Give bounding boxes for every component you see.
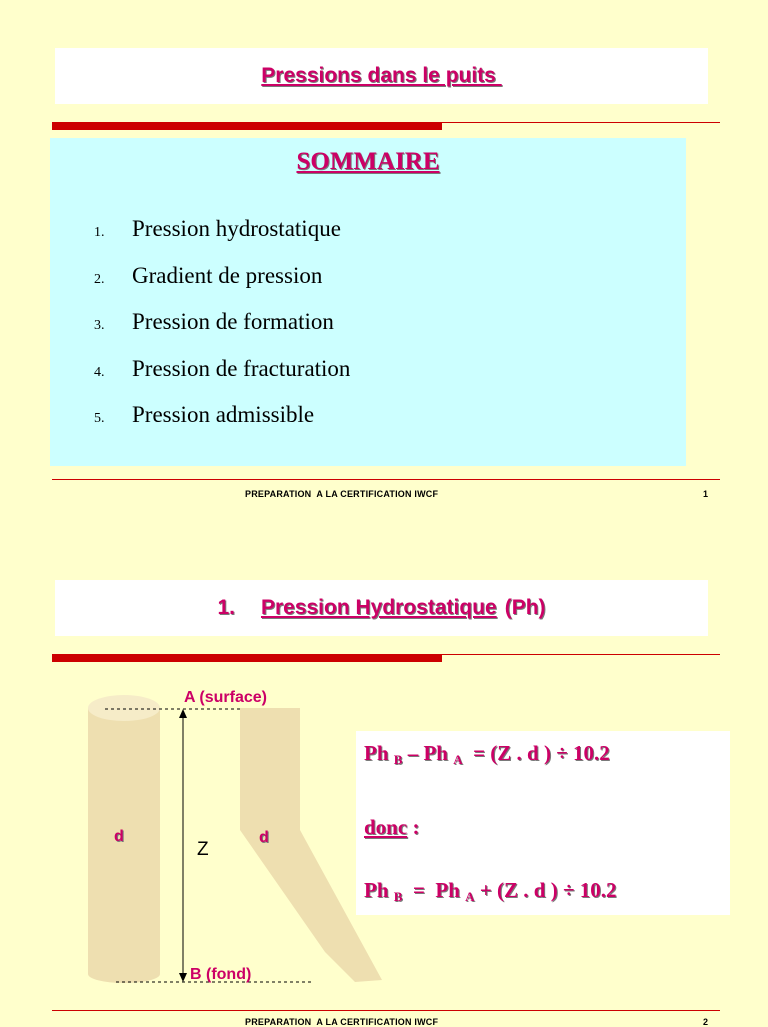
list-item [94, 356, 350, 403]
list-item-label: Gradient de pression [132, 262, 323, 288]
formula-term: = Ph [402, 878, 466, 902]
formula-term: Ph [364, 741, 394, 765]
slide-title-box [55, 48, 708, 104]
summary-title: SOMMAIRE [296, 148, 440, 175]
slide-1 [0, 0, 768, 512]
depth-arrow-head-top [179, 709, 187, 718]
vertical-well-body [88, 708, 160, 974]
formula-term: – Ph [402, 741, 454, 765]
list-item-label: Pression hydrostatique [132, 216, 341, 241]
page-number: 1 [703, 489, 709, 499]
formula-term: + (Z . d ) ÷ 10.2 [474, 878, 617, 902]
depth-label: Z [197, 839, 209, 860]
footer-text: PREPARATION A LA CERTIFICATION IWCF [245, 1017, 439, 1027]
list-item-number: 3. [94, 318, 105, 333]
list-item [94, 216, 350, 263]
list-item-number: 4. [94, 364, 105, 380]
slide-title: Pression Hydrostatique [260, 596, 497, 619]
summary-box [50, 138, 686, 466]
list-item-number: 1. [94, 225, 105, 240]
density-label-left: d [114, 828, 124, 845]
bottom-label: B (fond) [190, 966, 252, 983]
vertical-well-top [88, 695, 160, 721]
formula-line-1 [364, 741, 610, 768]
formula-box [356, 731, 730, 915]
slide-title-number: 1. [217, 596, 235, 619]
title-underline-bar [52, 122, 442, 130]
density-label-right: d [259, 829, 269, 846]
list-item-label: Pression de fracturation [132, 355, 351, 381]
slide-2 [0, 512, 768, 1027]
vertical-well-bottom [88, 965, 160, 983]
formula-donc [364, 815, 419, 840]
slide-title: Pressions dans le puits [261, 64, 502, 87]
formula-subscript: A [465, 889, 475, 904]
formula-line-3 [364, 878, 616, 905]
slide-title-suffix: (Ph) [504, 596, 546, 619]
summary-list [94, 216, 350, 449]
formula-term: Ph [364, 878, 394, 902]
footer-line [52, 479, 720, 480]
surface-label: A (surface) [184, 689, 267, 706]
formula-term: = (Z . d ) ÷ 10.2 [462, 741, 610, 765]
footer-text: PREPARATION A LA CERTIFICATION IWCF [245, 489, 439, 499]
title-underline-line [442, 122, 720, 123]
formula-subscript: A [453, 752, 463, 767]
formula-donc-colon: : [407, 815, 420, 839]
formula-donc-word: donc [364, 815, 408, 839]
formula-subscript: B [393, 889, 403, 904]
formula-subscript: B [393, 752, 403, 767]
list-item-label: Pression de formation [132, 309, 334, 334]
depth-arrow-head-bottom [179, 973, 187, 982]
list-item [94, 263, 350, 310]
page-number: 2 [703, 1017, 709, 1027]
list-item-number: 2. [94, 271, 105, 287]
list-item-number: 5. [94, 411, 105, 426]
list-item [94, 309, 350, 356]
list-item [94, 402, 350, 449]
footer-line [52, 1010, 720, 1011]
list-item-label: Pression admissible [132, 402, 315, 427]
